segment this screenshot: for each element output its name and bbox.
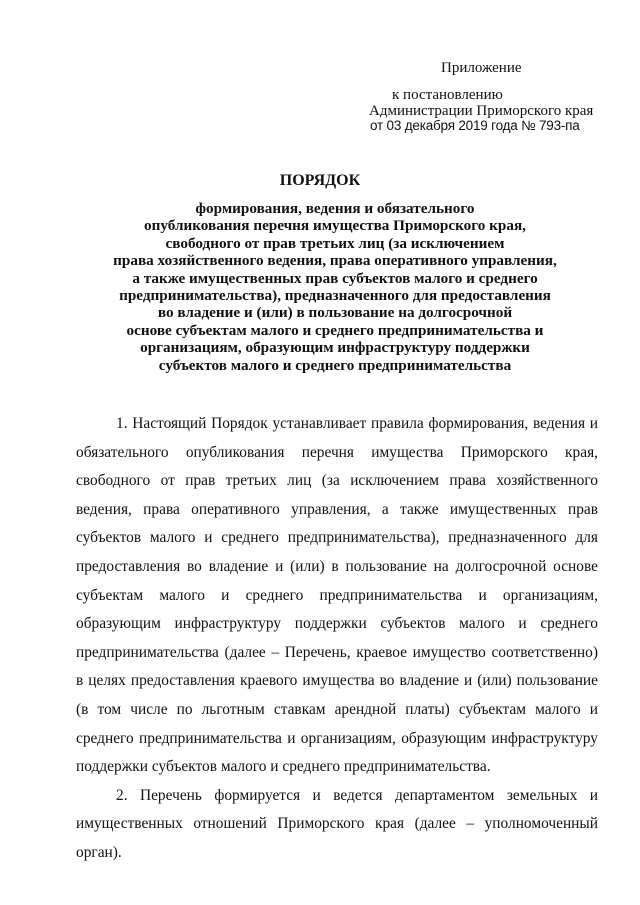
subtitle-line: организациям, образующим инфраструктуру поддержки xyxy=(140,339,530,357)
administration-name: Администрации Приморского края xyxy=(369,103,594,119)
resolution-reference: к постановлению xyxy=(392,87,503,103)
document-body xyxy=(76,410,598,868)
document-subtitle xyxy=(60,200,610,374)
subtitle-line: предпринимательства), предназначенного для предоставления xyxy=(119,287,551,305)
subtitle-line: во владение и (или) в пользование на долгосрочной xyxy=(157,304,513,322)
subtitle-line: субъектов малого и среднего предпринимательства xyxy=(158,356,512,374)
resolution-date-number: от 03 декабря 2019 года № 793-па xyxy=(370,118,580,133)
subtitle-line: основе субъектам малого и среднего предпринимательства и xyxy=(126,321,544,339)
paragraph-1: 1. Настоящий Порядок устанавливает правила формирования, ведения и обязательного опубликования перечня имущества Приморского края, свободного от прав третьих лиц (за исключением права хозяйственного ведения, права оперативного управления, а также имущественных прав субъектов малого и среднего предпринимательства), предназначенного для предоставления во владение и (или) в пользование на долгосрочной основе субъектам малого и среднего предпринимательства и организациям, образующим инфраструктуру поддержки субъектов малого и среднего предпринимательства (далее – Перечень, краевое имущество соответственно) в целях предоставления краевого имущества во владение и (или) пользование (в том числе по льготным ставкам арендной платы) субъектам малого и среднего предпринимательства и организациям, образующим инфраструктуру поддержки субъектов малого и среднего предпринимательства. xyxy=(76,415,598,776)
subtitle-line: формирования, ведения и обязательного xyxy=(195,200,475,217)
subtitle-line: свободного от прав третьих лиц (за исключением xyxy=(165,234,505,252)
subtitle-line: а также имущественных прав субъектов малого и среднего xyxy=(132,269,538,287)
paragraph-2: 2. Перечень формируется и ведется департаментом земельных и имущественных отношений Приморского края (далее – уполномоченный орган). xyxy=(76,786,598,861)
subtitle-line: права хозяйственного ведения, права оперативного управления, xyxy=(113,252,557,270)
subtitle-line: опубликования перечня имущества Приморского края, xyxy=(144,217,526,235)
document-title: ПОРЯДОК xyxy=(279,172,361,189)
appendix-label: Приложение xyxy=(441,60,522,76)
